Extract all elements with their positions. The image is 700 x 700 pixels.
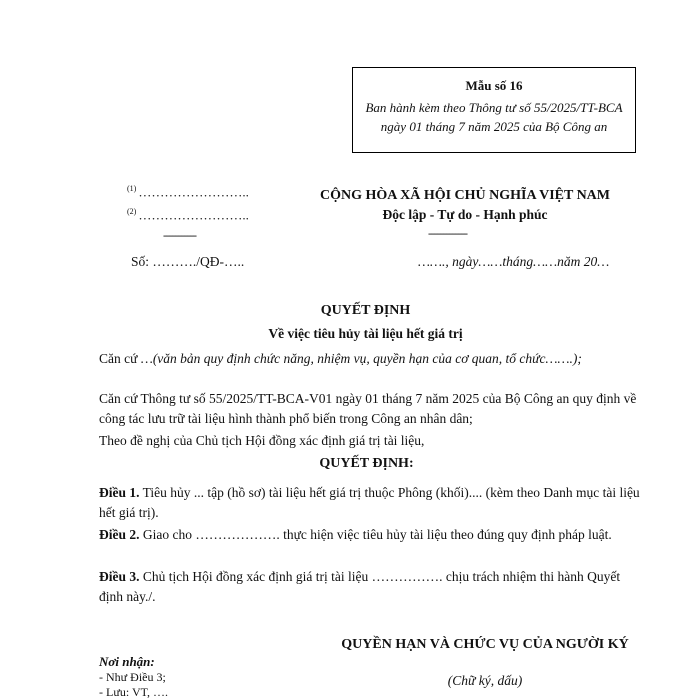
recipient-item: - Lưu: VT, …. — [99, 685, 169, 699]
footnote-marker-2: (2) — [127, 207, 137, 216]
article-2 — [99, 525, 644, 545]
form-number-box — [352, 67, 636, 153]
document-date: ……., ngày……tháng……năm 20… — [418, 254, 610, 269]
document-number: Số: ………./QĐ-….. — [131, 254, 245, 269]
agency-line-1 — [127, 184, 249, 200]
footnote-marker-1: (1) — [127, 184, 137, 193]
agency-divider: ----------- — [163, 228, 196, 242]
decides-heading: QUYẾT ĐỊNH: — [319, 456, 414, 471]
article-3-label: Điều 3. — [99, 569, 140, 584]
nation-name: CỘNG HÒA XÃ HỘI CHỦ NGHĨA VIỆT NAM — [319, 188, 610, 203]
document-title: QUYẾT ĐỊNH — [320, 303, 411, 318]
form-description: Ban hành kèm theo Thông tư số 55/2025/TT-BCA ngày 01 tháng 7 năm 2025 của Bộ Công an — [365, 100, 623, 134]
form-number: Mẫu số 16 — [465, 78, 523, 93]
article-1 — [99, 483, 644, 523]
recipient-item: - Như Điều 3; — [99, 670, 166, 684]
article-3-text: Chủ tịch Hội đồng xác định giá trị tài liệu ……………. chịu trách nhiệm thi hành Quyết định này./. — [99, 569, 621, 604]
basis-1-prefix: Căn cứ — [99, 351, 141, 366]
preamble-proposal: Theo đề nghị của Chủ tịch Hội đồng xác định giá trị tài liệu, — [99, 433, 425, 448]
agency-name: …………………….. — [138, 207, 249, 223]
signer-title: QUYỀN HẠN VÀ CHỨC VỤ CỦA NGƯỜI KÝ — [341, 637, 629, 652]
signature-note: (Chữ ký, dấu) — [447, 673, 523, 688]
national-motto: Độc lập - Tự do - Hạnh phúc — [382, 207, 548, 222]
article-1-text: Tiêu hủy ... tập (hồ sơ) tài liệu hết giá trị thuộc Phông (khối).... (kèm theo Danh mục tài liệu hết giá trị). — [99, 485, 640, 520]
recipients-heading: Nơi nhận: — [99, 654, 155, 669]
agency-name-parent: …………………….. — [138, 184, 249, 200]
basis-1-text: …(văn bản quy định chức năng, nhiệm vụ, quyền hạn của cơ quan, tổ chức…….); — [140, 351, 582, 366]
article-2-text: Giao cho ………………. thực hiện việc tiêu hủy tài liệu theo đúng quy định pháp luật. — [139, 527, 612, 542]
preamble-basis-1 — [99, 349, 644, 369]
preamble-basis-2: Căn cứ Thông tư số 55/2025/TT-BCA-V01 ngày 01 tháng 7 năm 2025 của Bộ Công an quy định về công tác lưu trữ tài liệu hình thành phổ biến trong Công an nhân dân; — [99, 391, 637, 426]
article-2-label: Điều 2. — [99, 527, 140, 542]
document-subtitle: Về việc tiêu hủy tài liệu hết giá trị — [268, 326, 463, 341]
motto-divider: ------------- — [428, 226, 467, 240]
article-1-label: Điều 1. — [99, 485, 140, 500]
article-3 — [99, 567, 644, 607]
agency-line-2 — [127, 207, 249, 223]
